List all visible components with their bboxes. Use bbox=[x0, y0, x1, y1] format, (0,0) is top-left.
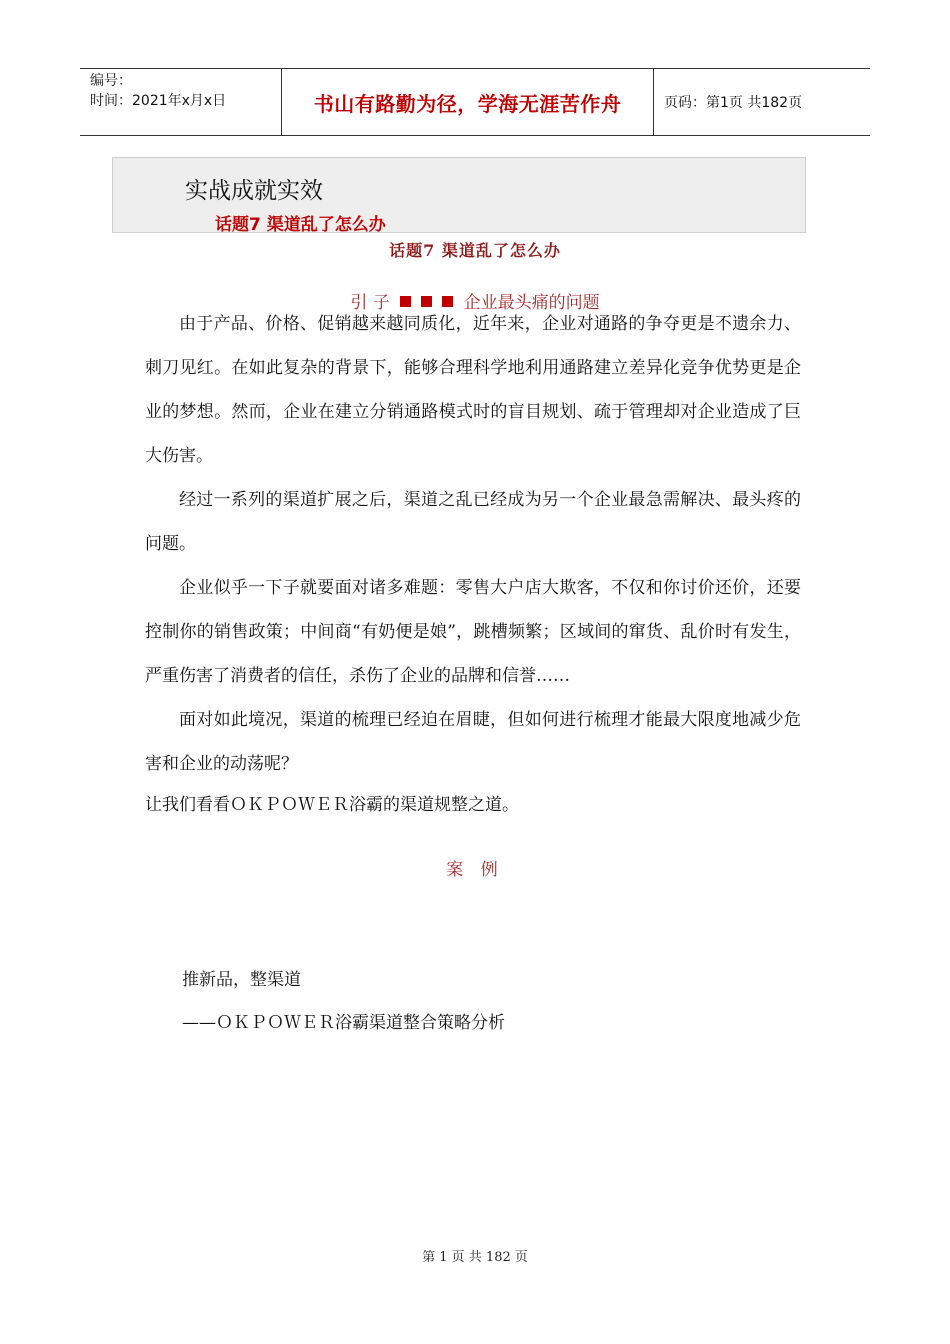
page-footer: 第 1 页 共 182 页 bbox=[422, 1250, 528, 1265]
topic-heading: 话题7 渠道乱了怎么办 bbox=[389, 241, 561, 260]
paragraph-2: 经过一系列的渠道扩展之后，渠道之乱已经成为另一个企业最急需解决、最头疼的问题。 bbox=[145, 490, 801, 554]
header-motto: 书山有路勤为径，学海无涯苦作舟 bbox=[282, 69, 654, 135]
case-heading: 案 例 bbox=[446, 860, 504, 880]
header-page-info: 页码：第1页 共182页 bbox=[664, 95, 803, 111]
paragraph-3: 企业似乎一下子就要面对诸多难题：零售大户店大欺客，不仅和你讨价还价，还要控制你的销售政策；中间商“有奶便是娘”，跳槽频繁；区域间的窜货、乱价时有发生，严重伤害了消费者的信任，杀伤了企业的品牌和信誉…… bbox=[145, 578, 801, 686]
page-header bbox=[80, 68, 870, 136]
intro-prefix: 引 子 bbox=[350, 293, 390, 313]
paragraph-4: 面对如此境况，渠道的梳理已经迫在眉睫，但如何进行梳理才能最大限度地减少危害和企业的动荡呢？ bbox=[145, 710, 801, 774]
header-meta bbox=[80, 69, 282, 135]
intro-text: 企业最头痛的问题 bbox=[463, 293, 600, 313]
banner-title: 实战成就实效 bbox=[185, 178, 323, 204]
header-number-label: 编号： bbox=[90, 73, 132, 89]
closing-line: 让我们看看ＯＫＰＯＷＥＲ浴霸的渠道规整之道。 bbox=[145, 795, 519, 815]
case-subtitle: ——ＯＫＰＯＷＥＲ浴霸渠道整合策略分析 bbox=[182, 1013, 505, 1033]
case-title: 推新品，整渠道 bbox=[182, 970, 301, 990]
header-date: 时间：2021年x月x日 bbox=[90, 93, 227, 109]
banner-subtitle: 话题7 渠道乱了怎么办 bbox=[215, 215, 386, 235]
title-banner bbox=[112, 157, 806, 233]
paragraph-1: 由于产品、价格、促销越来越同质化，近年来，企业对通路的争夺更是不遗余力、刺刀见红。在如此复杂的背景下，能够合理科学地利用通路建立差异化竞争优势更是企业的梦想。然而，企业在建立分销通路模式时的盲目规划、疏于管理却对企业造成了巨大伤害。 bbox=[145, 314, 801, 466]
